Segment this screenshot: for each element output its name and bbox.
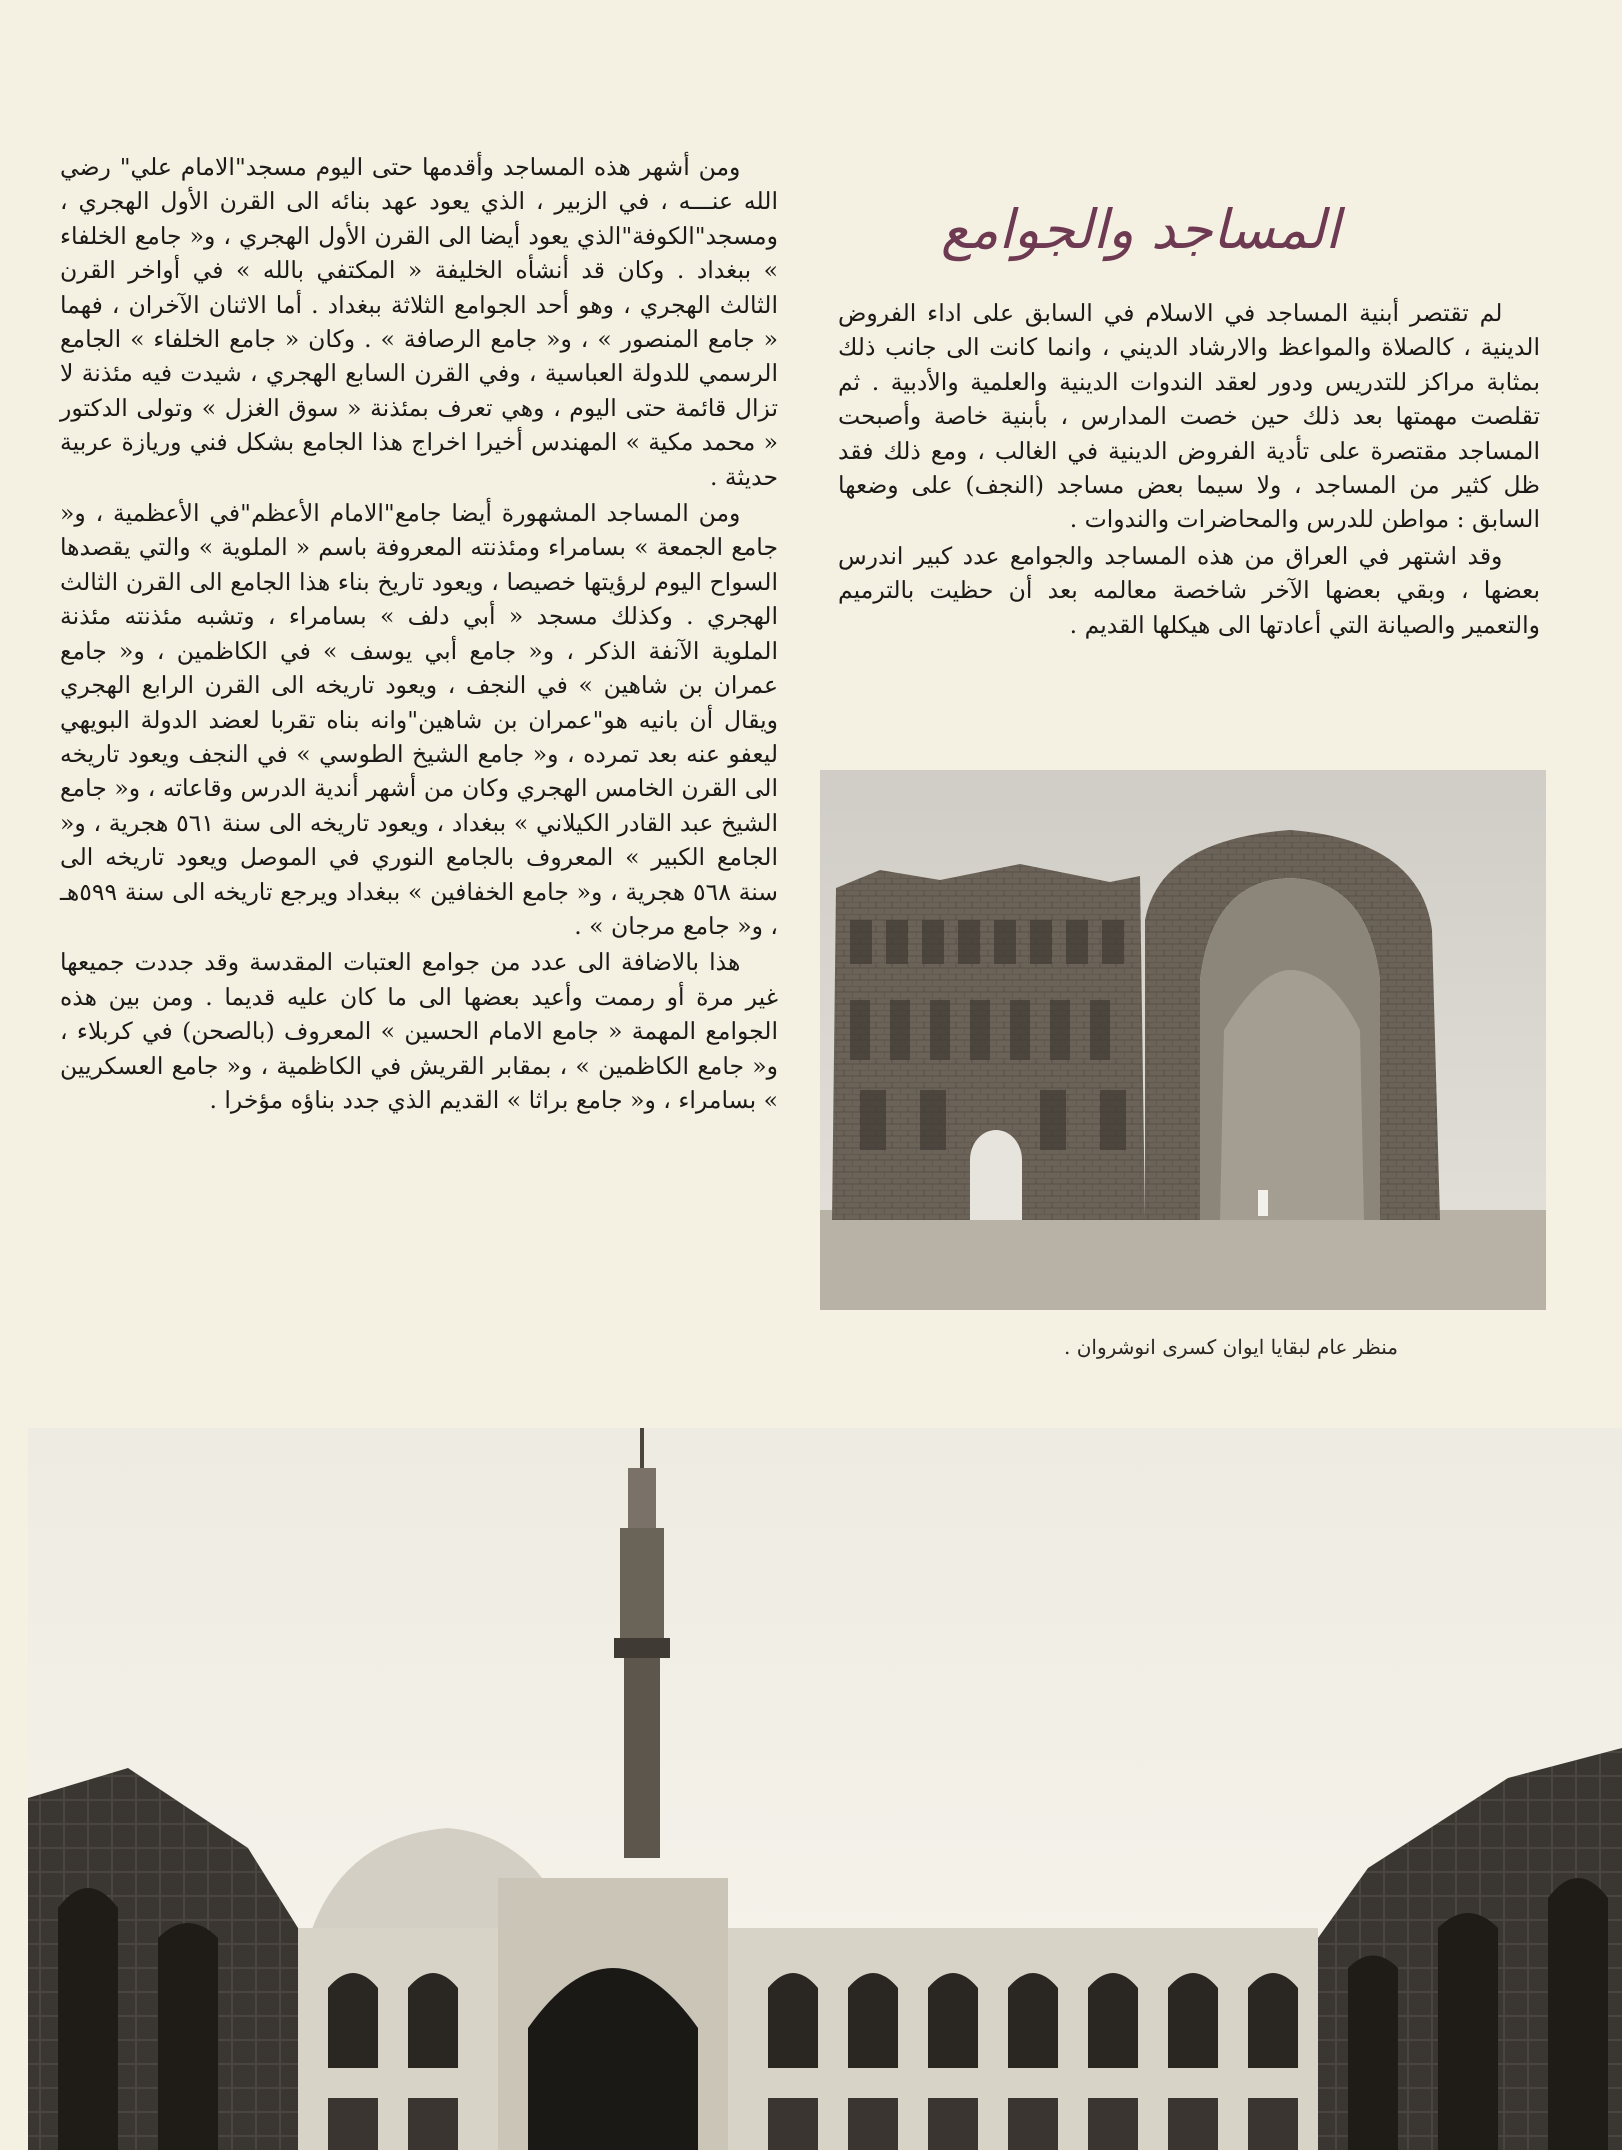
body-paragraph: ومن المساجد المشهورة أيضا جامع"الامام الأعظم"في الأعظمية ، و« جامع الجمعة » بسامراء ومئذنته المعروفة باسم « الملوية » والتي يقصدها السواح اليوم لرؤيتها خصيصا ، ويعود تاريخ بناء هذا الجامع الى القرن الثالث الهجري . وكذلك مسجد « أبي دلف » بسامراء ، وتشبه مئذنته مئذنة الملوية الآنفة الذكر ، و« جامع أبي يوسف » في الكاظمين ، و« جامع عمران بن شاهين » في النجف ، ويعود تاريخه الى القرن الرابع الهجري ويقال أن بانيه هو"عمران بن شاهين"وانه بناه تقربا لعضد الدولة البويهي ليعفو عنه بعد تمرده ، و« جامع الشيخ الطوسي » في النجف ويعود تاريخه الى القرن الخامس الهجري وكان من أشهر أندية الدرس وقاعاته ، و« جامع الشيخ عبد القادر الكيلاني » ببغداد ، ويعود تاريخه الى سنة ٥٦١ هجرية ، و« الجامع الكبير » المعروف بالجامع النوري في الموصل ويعود تاريخه الى سنة ٥٦٨ هجرية ، و« جامع الخفافين » ببغداد ويرجع تاريخه الى سنة ٥٩٩هـ ، و« جامع مرجان » . bbox=[60, 499, 778, 940]
courtyard-photo bbox=[28, 1428, 1622, 2150]
intro-paragraph: وقد اشتهر في العراق من هذه المساجد والجوامع عدد كبير اندرس بعضها ، وبقي بعضها الآخر شاخصة معالمه بعد أن حظيت بالترميم والتعمير والصيانة التي أعادتها الى هيكلها القديم . bbox=[838, 541, 1540, 639]
body-paragraph: هذا بالاضافة الى عدد من جوامع العتبات المقدسة وقد جددت جميعها غير مرة أو رممت وأعيد بعضها الى ما كان عليه قديما . ومن بين هذه الجوامع المهمة « جامع الامام الحسين » المعروف (بالصحن) في كربلاء ، و« جامع الكاظمين » ، بمقابر القريش في الكاظمية ، و« جامع العسكريين » بسامراء ، و« جامع براثا » القديم الذي جدد بناؤه مؤخرا . bbox=[60, 948, 778, 1114]
body-paragraph: ومن أشهر هذه المساجد وأقدمها حتى اليوم مسجد"الامام علي" رضي الله عنـــه ، في الزبير ، الذي يعود عهد بنائه الى القرن الأول الهجري ، ومسجد"الكوفة"الذي يعود أيضا الى القرن الأول الهجري ، و« جامع الخلفاء » ببغداد . وكان قد أنشأه الخليفة « المكتفي بالله » في أواخر القرن الثالث الهجري ، وهو أحد الجوامع الثلاثة ببغداد . أما الاثنان الآخران ، فهما « جامع المنصور » ، و« جامع الرصافة » . وكان « جامع الخلفاء » الجامع الرسمي للدولة العباسية ، وفي القرن السابع الهجري ، شيدت فيه مئذنة لا تزال قائمة حتى اليوم ، وهي تعرف بمئذنة « سوق الغزل » وتولى الدكتور « محمد مكية » المهندس أخيرا اخراج هذا الجامع بشكل فني وريازة عربية حديثة . bbox=[60, 153, 778, 491]
ruin-caption: منظر عام لبقايا ايوان كسرى انوشروان . bbox=[1063, 1335, 1398, 1359]
article-title: المساجد والجوامع bbox=[940, 198, 1340, 261]
ruin-photo bbox=[820, 770, 1546, 1310]
right-text-column bbox=[838, 296, 1540, 642]
intro-paragraph: لم تقتصر أبنية المساجد في الاسلام في السابق على اداء الفروض الدينية ، كالصلاة والمواعظ والارشاد الديني ، وانما كانت الى جانب ذلك بمثابة مراكز للتدريس ودور لعقد الندوات الدينية والعلمية والأدبية . ثم تقلصت مهمتها بعد ذلك حين خصت المدارس ، بأبنية خاصة وأصبحت المساجد مقتصرة على تأدية الفروض الدينية في الغالب ، ومع ذلك فقد ظل كثير من المساجد ، ولا سيما بعض مساجد (النجف) على وضعها السابق : مواطن للدرس والمحاضرات والندوات . bbox=[838, 299, 1540, 534]
left-text-column bbox=[60, 150, 778, 1117]
